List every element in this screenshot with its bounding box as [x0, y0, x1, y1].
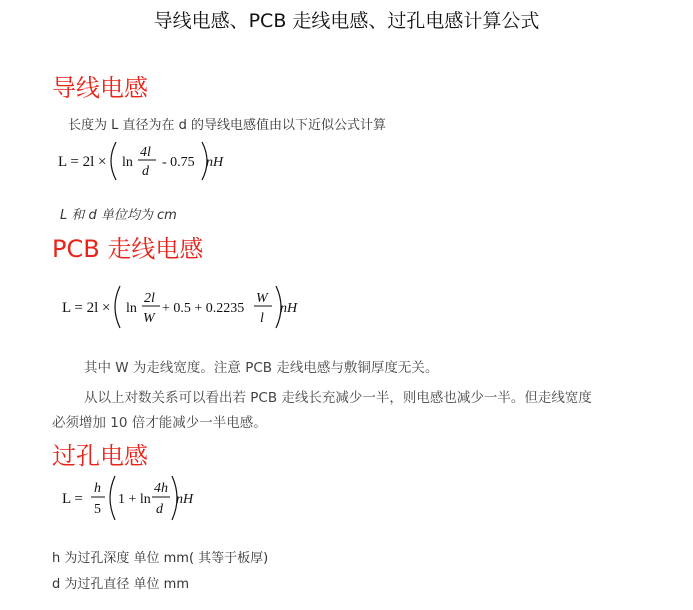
left-paren — [111, 142, 116, 180]
via-formula-den: 5 — [94, 502, 101, 517]
pcb-formula-ln: ln — [126, 301, 137, 316]
via-note-d: d 为过孔直径 单位 mm — [52, 577, 189, 592]
wire-formula-den: d — [142, 164, 149, 179]
pcb-formula-unit: nH — [280, 301, 298, 316]
wire-formula-lhs: L = 2l × — [58, 154, 107, 170]
left-paren — [110, 476, 115, 520]
pcb-formula-num1: 2l — [144, 291, 155, 306]
wire-description: 长度为 L 直径为在 d 的导线电感值由以下近似公式计算 — [68, 118, 387, 133]
wire-unit-note: L 和 d 单位均为 cm — [60, 208, 177, 223]
via-formula-lhs: L = — [62, 491, 83, 507]
via-formula — [60, 472, 210, 524]
pcb-paragraph-2-line-1: 从以上对数关系可以看出若 PCB 走线长充减少一半，则电感也减少一半。但走线宽度 — [84, 390, 592, 406]
via-note-h: h 为过孔深度 单位 mm( 其等于板厚) — [52, 551, 269, 566]
via-formula-inner: 1 + ln — [118, 492, 151, 507]
section-heading-pcb: PCB 走线电感 — [52, 235, 204, 263]
wire-formula-rest: - 0.75 — [162, 155, 195, 170]
pcb-formula — [60, 282, 320, 332]
section-heading-via: 过孔电感 — [52, 442, 148, 470]
pcb-formula-den1: W — [143, 311, 155, 326]
pcb-formula-lhs: L = 2l × — [62, 300, 111, 316]
pcb-paragraph-1: 其中 W 为走线宽度。注意 PCB 走线电感与敷铜厚度无关。 — [84, 360, 439, 376]
via-formula-num: h — [94, 481, 101, 496]
pcb-formula-num2: W — [256, 291, 268, 306]
via-formula-den2: d — [156, 502, 163, 517]
left-paren — [115, 286, 120, 328]
wire-formula-unit: nH — [206, 155, 224, 170]
page-title: 导线电感、PCB 走线电感、过孔电感计算公式 — [153, 10, 540, 32]
via-formula-unit: nH — [176, 492, 194, 507]
wire-formula-ln: ln — [122, 155, 133, 170]
via-formula-num2: 4h — [154, 481, 168, 496]
pcb-formula-den2: l — [260, 311, 264, 326]
pcb-formula-mid: + 0.5 + 0.2235 — [162, 301, 245, 316]
section-heading-wire: 导线电感 — [52, 74, 148, 102]
wire-formula — [56, 136, 236, 186]
wire-formula-num: 4l — [140, 145, 151, 160]
pcb-paragraph-2-line-2: 必须增加 10 倍才能减少一半电感。 — [52, 415, 267, 431]
